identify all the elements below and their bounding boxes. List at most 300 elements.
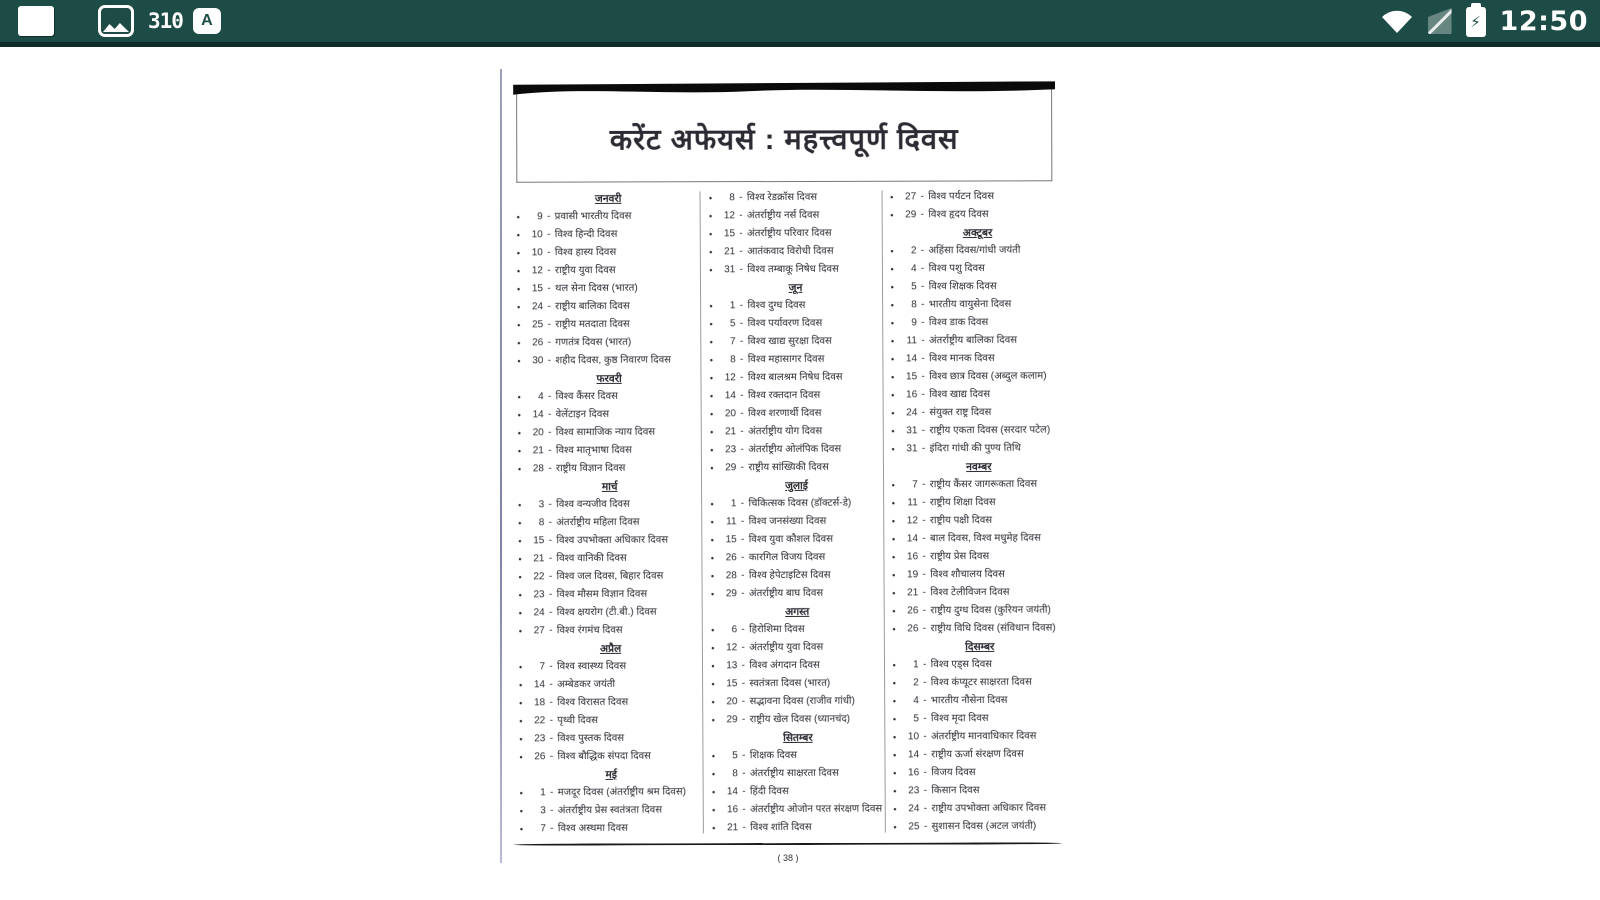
item-label: विश्व युवा कौशल दिवस: [748, 533, 834, 546]
bullet-icon: •: [891, 390, 895, 401]
item-dash: -: [742, 786, 746, 798]
item-label: राष्ट्रीय पक्षी दिवस: [929, 514, 993, 527]
item-date: 5: [913, 713, 919, 725]
item-dash: -: [740, 498, 745, 510]
item-date: 14: [724, 390, 736, 402]
bullet-icon: •: [710, 427, 714, 438]
item-label: राष्ट्रीय युवा दिवस: [554, 264, 616, 277]
bullet-icon: •: [890, 264, 894, 275]
item-label: राष्ट्रीय कैंसर जागरूकता दिवस: [929, 478, 1038, 491]
item-label: विश्व अंगदान दिवस: [749, 659, 820, 672]
item-dash: -: [739, 246, 743, 258]
bullet-icon: •: [712, 823, 716, 834]
item-dash: -: [742, 822, 746, 834]
list-item: [891, 386, 1065, 405]
list-item: [709, 206, 881, 225]
item-label: राष्ट्रीय बालिका दिवस: [555, 300, 630, 313]
list-item: [517, 243, 700, 262]
wifi-icon: [1380, 6, 1414, 36]
item-dash: -: [920, 191, 924, 203]
item-date: 28: [725, 570, 737, 582]
list-item: [893, 782, 1067, 801]
list-item: [518, 513, 701, 532]
item-label: बाल दिवस, विश्व मधुमेह दिवस: [929, 532, 1041, 545]
item-date: 2: [913, 677, 919, 689]
item-date: 11: [907, 497, 918, 509]
status-clock: 12:50: [1499, 5, 1588, 37]
item-dash: -: [922, 533, 926, 545]
item-label: भारतीय नौसेना दिवस: [930, 694, 1008, 707]
bullet-icon: •: [893, 732, 897, 743]
days-list-columns: [505, 188, 1068, 839]
item-date: 15: [726, 678, 738, 690]
item-label: विश्व बालश्रम निषेध दिवस: [747, 371, 843, 384]
bullet-icon: •: [893, 786, 897, 797]
bullet-icon: •: [711, 679, 715, 690]
item-label: सुशासन दिवस (अटल जयंती): [931, 820, 1037, 833]
item-label: राष्ट्रीय शिक्षा दिवस: [929, 496, 996, 509]
item-dash: -: [742, 750, 746, 762]
item-date: 19: [907, 569, 919, 581]
item-date: 4: [913, 695, 919, 707]
item-label: विश्व तम्बाकू निषेध दिवस: [747, 263, 839, 276]
bullet-icon: •: [710, 571, 715, 582]
bullet-icon: •: [711, 751, 715, 762]
bullet-icon: •: [890, 300, 894, 311]
list-item: [519, 747, 702, 766]
list-item: [520, 819, 703, 838]
list-item: [892, 620, 1066, 639]
list-item: [712, 782, 884, 801]
bullet-icon: •: [709, 265, 713, 276]
item-date: 13: [726, 660, 738, 672]
item-date: 20: [532, 427, 544, 439]
item-date: 30: [532, 355, 544, 367]
item-dash: -: [922, 497, 926, 509]
item-date: 24: [533, 607, 545, 619]
list-item: [711, 692, 883, 711]
list-item: [711, 674, 883, 693]
item-date: 12: [726, 642, 738, 654]
item-label: विश्व डाक दिवस: [928, 316, 989, 329]
month-header: जून: [788, 281, 803, 294]
item-date: 31: [906, 443, 918, 455]
list-item: [517, 315, 700, 334]
item-label: संयुक्त राष्ट्र दिवस: [929, 406, 992, 419]
bullet-icon: •: [516, 284, 521, 295]
item-label: विश्व जल दिवस, बिहार दिवस: [556, 570, 664, 583]
bullet-icon: •: [890, 282, 894, 293]
item-dash: -: [549, 697, 553, 709]
item-date: 16: [908, 767, 920, 779]
item-dash: -: [547, 265, 551, 277]
item-date: 9: [537, 211, 543, 223]
item-dash: -: [923, 785, 928, 797]
item-label: शिक्षक दिवस: [749, 749, 798, 762]
item-label: अंतर्राष्ट्रीय ओलंपिक दिवस: [748, 443, 842, 456]
item-dash: -: [547, 229, 551, 241]
item-dash: -: [547, 283, 551, 295]
bullet-icon: •: [519, 680, 523, 691]
list-item: [710, 440, 882, 459]
item-date: 20: [724, 408, 737, 420]
item-date: 8: [732, 768, 738, 780]
item-dash: -: [923, 677, 927, 689]
bullet-icon: •: [519, 824, 524, 835]
item-dash: -: [920, 281, 925, 293]
item-date: 25: [532, 319, 544, 331]
bullet-icon: •: [516, 266, 521, 277]
month-header: अगस्त: [785, 605, 810, 619]
list-item: [891, 332, 1065, 351]
item-label: विश्व रेडक्रॉस दिवस: [746, 191, 818, 204]
list-item: [519, 621, 702, 640]
list-item: [891, 422, 1065, 441]
item-date: 20: [726, 696, 738, 708]
list-item: [890, 242, 1064, 261]
item-dash: -: [550, 805, 554, 817]
item-label: विश्व खाद्य सुरक्षा दिवस: [747, 335, 832, 348]
item-label: विश्व क्षयरोग (टी.बी.) दिवस: [556, 606, 657, 619]
item-label: मजदूर दिवस (अंतर्राष्ट्रीय श्रम दिवस): [557, 786, 687, 799]
item-dash: -: [739, 210, 743, 222]
item-date: 24: [906, 407, 918, 419]
bullet-icon: •: [712, 805, 716, 816]
item-label: विश्व वन्यजीव दिवस: [556, 498, 630, 511]
bullet-icon: •: [519, 734, 523, 745]
item-dash: -: [741, 570, 745, 582]
item-date: 15: [533, 535, 545, 547]
item-label: राष्ट्रीय खेल दिवस (ध्यानचंद): [749, 713, 851, 726]
bullet-icon: •: [711, 697, 715, 708]
list-item: [893, 728, 1067, 747]
status-bar-left: [0, 5, 221, 37]
item-label: अंतर्राष्ट्रीय मानवाधिकार दिवस: [931, 730, 1037, 743]
item-label: अंतर्राष्ट्रीय योग दिवस: [748, 425, 823, 438]
item-label: राष्ट्रीय उपभोक्ता अधिकार दिवस: [931, 802, 1047, 815]
item-date: 29: [725, 588, 737, 600]
item-label: राष्ट्रीय सांख्यिकी दिवस: [748, 461, 829, 474]
item-label: विश्व बौद्धिक संपदा दिवस: [557, 750, 651, 763]
item-date: 1: [540, 787, 546, 799]
item-dash: -: [549, 661, 553, 673]
list-item: [892, 566, 1066, 585]
item-dash: -: [742, 804, 746, 816]
item-dash: -: [741, 660, 746, 672]
item-date: 8: [538, 517, 545, 529]
item-date: 9: [911, 317, 917, 329]
bullet-icon: •: [891, 480, 895, 491]
bullet-icon: •: [710, 463, 714, 474]
item-label: विश्व वानिकी दिवस: [556, 552, 627, 565]
item-date: 14: [905, 353, 918, 365]
item-date: 11: [906, 335, 917, 347]
month-header: जुलाई: [785, 479, 808, 493]
bullet-icon: •: [892, 660, 896, 671]
bullet-icon: •: [711, 643, 715, 654]
item-label: विश्व एड्स दिवस: [930, 658, 993, 671]
list-item: [893, 764, 1067, 783]
item-dash: -: [923, 821, 928, 833]
bullet-icon: •: [709, 337, 713, 348]
item-dash: -: [922, 587, 926, 599]
list-item: [892, 548, 1066, 567]
list-item: [518, 531, 701, 550]
list-item: [712, 746, 884, 765]
list-item: [711, 638, 883, 657]
item-label: विश्व पशु दिवस: [928, 262, 985, 275]
item-dash: -: [921, 371, 925, 383]
item-date: 14: [533, 679, 546, 691]
bullet-icon: •: [711, 715, 715, 726]
list-item: [710, 458, 882, 477]
bullet-icon: •: [711, 769, 716, 780]
item-label: अंतर्राष्ट्रीय महिला दिवस: [556, 516, 640, 529]
item-date: 26: [532, 337, 544, 349]
month-header: जनवरी: [594, 192, 622, 205]
screenshot-icon: [18, 6, 54, 36]
bullet-icon: •: [891, 372, 895, 383]
list-item: [893, 818, 1067, 837]
item-label: आतंकवाद विरोधी दिवस: [747, 245, 834, 258]
item-label: अंतर्राष्ट्रीय साक्षरता दिवस: [749, 767, 839, 780]
item-dash: -: [549, 787, 554, 799]
item-date: 26: [534, 751, 546, 763]
item-dash: -: [740, 354, 744, 366]
item-dash: -: [740, 390, 744, 402]
item-dash: -: [741, 696, 746, 708]
item-label: राष्ट्रीय ऊर्जा संरक्षण दिवस: [931, 748, 1024, 761]
list-item: [891, 368, 1065, 387]
list-item: [519, 675, 702, 694]
bullet-icon: •: [516, 248, 521, 259]
bullet-icon: •: [891, 534, 896, 545]
item-label: विश्व शिक्षक दिवस: [928, 280, 997, 293]
item-date: 8: [730, 354, 736, 366]
item-label: विश्व कंप्यूटर साक्षरता दिवस: [930, 676, 1032, 689]
item-date: 4: [911, 263, 917, 275]
item-date: 14: [906, 533, 919, 545]
item-label: अंतर्राष्ट्रीय बाघ दिवस: [748, 587, 824, 600]
bullet-icon: •: [517, 464, 522, 475]
item-dash: -: [739, 336, 744, 348]
bullet-icon: •: [519, 788, 523, 799]
item-dash: -: [547, 355, 552, 367]
item-date: 12: [724, 372, 736, 384]
item-date: 26: [907, 623, 919, 635]
month-header: सितम्बर: [783, 731, 813, 745]
item-dash: -: [549, 751, 554, 763]
item-dash: -: [547, 247, 551, 259]
item-dash: -: [549, 625, 553, 637]
item-label: अहिंसा दिवस/गांधी जयंती: [928, 244, 1021, 257]
bullet-icon: •: [891, 498, 896, 509]
item-dash: -: [547, 409, 552, 421]
item-date: 29: [905, 209, 917, 221]
item-label: विश्व कैंसर दिवस: [555, 390, 618, 403]
list-item: [893, 674, 1067, 693]
item-dash: -: [921, 335, 925, 347]
item-date: 25: [908, 821, 920, 833]
list-item: [893, 710, 1067, 729]
item-dash: -: [739, 300, 744, 312]
list-item: [710, 494, 882, 513]
bullet-icon: •: [891, 354, 895, 365]
item-label: विश्व हेपेटाइटिस दिवस: [748, 569, 831, 582]
item-date: 22: [534, 715, 546, 727]
item-dash: -: [922, 569, 926, 581]
item-date: 29: [726, 714, 738, 726]
bullet-icon: •: [518, 500, 522, 511]
item-dash: -: [549, 733, 554, 745]
list-item: [710, 404, 882, 423]
item-date: 15: [531, 283, 544, 295]
item-date: 5: [732, 750, 738, 762]
bullet-icon: •: [891, 444, 895, 455]
list-item: [891, 260, 1065, 279]
item-date: 1: [730, 498, 737, 510]
list-item: [520, 801, 703, 820]
item-label: विश्व विरासत दिवस: [557, 696, 629, 709]
item-date: 3: [538, 499, 545, 511]
month-header: मई: [605, 768, 617, 781]
list-item: [712, 764, 884, 783]
item-date: 5: [911, 281, 917, 293]
item-label: राष्ट्रीय दुग्ध दिवस (कुरियन जयंती): [930, 604, 1051, 617]
list-item: [519, 603, 702, 622]
item-dash: -: [923, 713, 927, 725]
bullet-icon: •: [709, 373, 713, 384]
item-label: विश्व रक्तदान दिवस: [747, 389, 821, 402]
item-label: विश्व मातृभाषा दिवस: [555, 444, 632, 457]
item-dash: -: [549, 679, 553, 691]
bullet-icon: •: [892, 588, 896, 599]
bullet-icon: •: [518, 518, 522, 529]
list-item: [710, 422, 882, 441]
document-viewer[interactable]: [0, 47, 1600, 900]
item-date: 31: [724, 264, 736, 276]
bullet-icon: •: [710, 445, 714, 456]
bullet-icon: •: [711, 787, 716, 798]
app-notification-icon: A: [193, 8, 221, 34]
list-item: [893, 800, 1067, 819]
item-label: विश्व अस्थमा दिवस: [557, 822, 628, 835]
book-page: [504, 80, 1068, 871]
list-item: [891, 296, 1065, 315]
item-date: 31: [906, 425, 918, 437]
item-dash: -: [740, 372, 744, 384]
item-date: 29: [725, 462, 737, 474]
bullet-icon: •: [517, 302, 521, 313]
item-dash: -: [923, 767, 927, 779]
column-sep-dec: [882, 188, 1068, 837]
item-dash: -: [921, 443, 926, 455]
bullet-icon: •: [518, 590, 522, 601]
item-label: हिरोशिमा दिवस: [749, 623, 805, 636]
item-dash: -: [546, 211, 551, 223]
status-bar-right: [1380, 5, 1600, 37]
item-label: अम्बेडकर जयंती: [557, 678, 616, 691]
item-date: 10: [531, 229, 543, 241]
list-item: [518, 459, 701, 478]
bullet-icon: •: [709, 355, 713, 366]
list-item: [892, 476, 1066, 495]
month-header: दिसम्बर: [965, 640, 995, 654]
list-item: [517, 297, 700, 316]
item-label: विश्व मृदा दिवस: [930, 712, 989, 725]
item-date: 1: [913, 659, 919, 671]
item-date: 12: [906, 515, 918, 527]
item-dash: -: [923, 803, 928, 815]
item-date: 23: [908, 785, 920, 797]
item-date: 21: [727, 822, 739, 834]
bullet-icon: •: [518, 572, 522, 583]
item-dash: -: [741, 678, 746, 690]
list-item: [519, 693, 702, 712]
list-item: [892, 530, 1066, 549]
item-date: 7: [730, 336, 736, 348]
item-date: 21: [533, 553, 545, 565]
list-item: [892, 494, 1066, 513]
bullet-icon: •: [893, 750, 897, 761]
page-edge-line: [500, 69, 502, 863]
list-item: [711, 584, 883, 603]
item-date: 3: [540, 805, 546, 817]
list-item: [517, 351, 700, 370]
item-date: 12: [723, 210, 735, 222]
bullet-icon: •: [711, 661, 715, 672]
bullet-icon: •: [519, 716, 523, 727]
list-item: [518, 423, 701, 442]
bullet-icon: •: [519, 806, 523, 817]
item-label: विश्व छात्र दिवस (अब्दुल कलाम): [929, 370, 1047, 383]
item-label: विश्व हृदय दिवस: [928, 208, 989, 221]
list-item: [518, 549, 701, 568]
item-label: इंदिरा गांधी की पुण्य तिथि: [929, 442, 1021, 455]
list-item: [517, 261, 700, 280]
list-item: [890, 188, 1064, 207]
bullet-icon: •: [518, 536, 522, 547]
item-dash: -: [548, 589, 553, 601]
item-date: 2: [910, 245, 917, 257]
bullet-icon: •: [517, 356, 521, 367]
item-label: विश्व शरणार्थी दिवस: [747, 407, 822, 420]
list-item: [520, 783, 703, 802]
item-dash: -: [741, 624, 745, 636]
item-label: विश्व स्वास्थ्य दिवस: [556, 660, 627, 673]
item-label: पृथ्वी दिवस: [557, 714, 599, 727]
item-dash: -: [920, 263, 925, 275]
bullet-icon: •: [517, 446, 522, 457]
bullet-icon: •: [708, 211, 713, 222]
item-dash: -: [739, 318, 744, 330]
bullet-icon: •: [518, 608, 522, 619]
item-label: शहीद दिवस, कुष्ठ निवारण दिवस: [555, 354, 671, 367]
item-label: चिकित्सक दिवस (डॉक्टर्स-डे): [748, 497, 852, 510]
item-label: विश्व पुस्तक दिवस: [557, 732, 625, 745]
item-date: 8: [911, 299, 917, 311]
item-date: 5: [729, 318, 736, 330]
bullet-icon: •: [517, 320, 521, 331]
item-dash: -: [741, 588, 745, 600]
list-item: [519, 711, 702, 730]
item-dash: -: [921, 389, 925, 401]
item-date: 10: [907, 731, 920, 743]
item-dash: -: [739, 228, 743, 240]
page-number: ( 38 ): [777, 852, 799, 864]
item-dash: -: [548, 517, 552, 529]
bullet-icon: •: [516, 230, 520, 241]
